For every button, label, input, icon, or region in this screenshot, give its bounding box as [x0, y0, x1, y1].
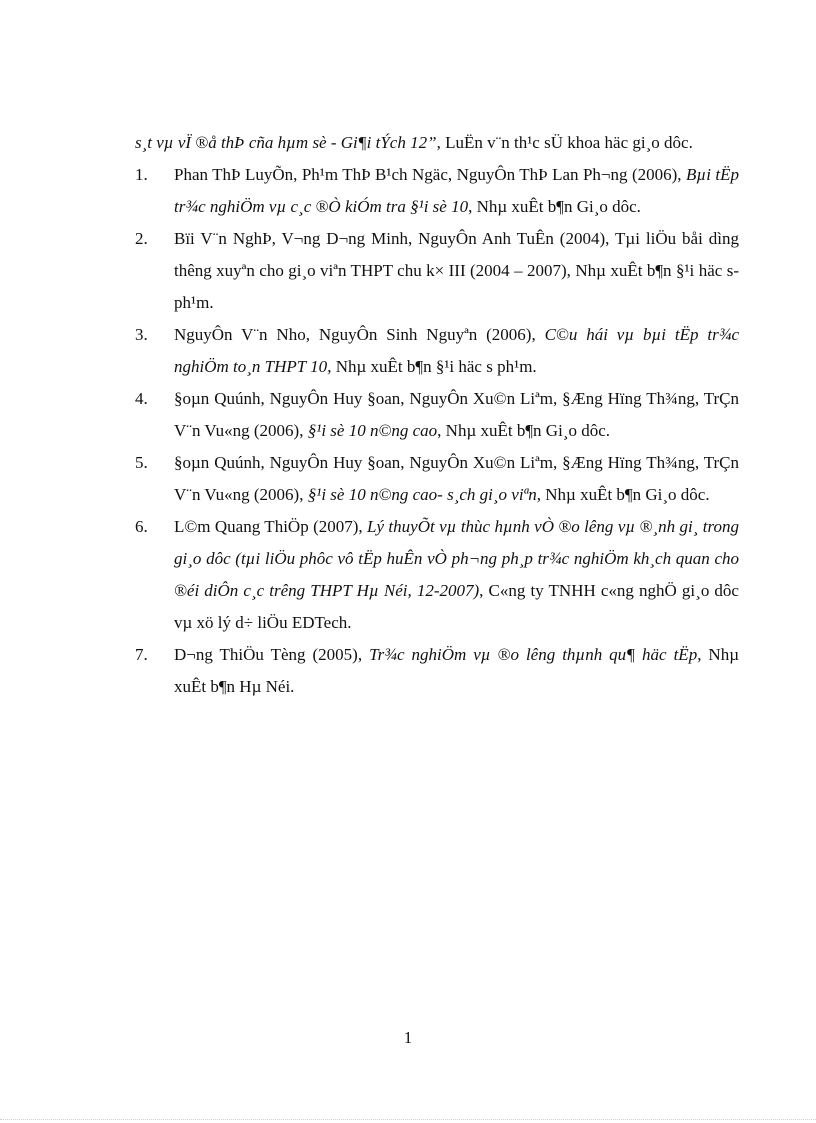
- reference-continuation: [135, 127, 739, 159]
- reference-number: 5.: [135, 453, 148, 472]
- reference-item: [135, 223, 739, 319]
- reference-text: , C«ng ty TNHH c«ng nghÖ gi¸o dôc vµ xö lý d÷ liÖu EDTech.: [174, 581, 739, 632]
- reference-text: , LuËn v¨n th¹c sÜ khoa häc gi¸o dôc.: [436, 133, 693, 152]
- reference-number: 7.: [135, 645, 148, 664]
- reference-item: [135, 383, 739, 447]
- reference-item: [135, 319, 739, 383]
- reference-text: , Nhµ xuÊt b¶n Gi¸o dôc.: [468, 197, 641, 216]
- reference-number: 6.: [135, 517, 148, 536]
- reference-number: 4.: [135, 389, 148, 408]
- page-content: [135, 127, 739, 703]
- reference-text: L©m Quang ThiÖp (2007),: [174, 517, 368, 536]
- reference-text: D¬ng ThiÖu Tèng (2005),: [174, 645, 370, 664]
- reference-item: [135, 447, 739, 511]
- reference-text: NguyÔn V¨n Nho, NguyÔn Sinh Nguyªn (2006),: [174, 325, 545, 344]
- reference-text: , Nhµ xuÊt b¶n §¹i häc s ph¹m.: [327, 357, 537, 376]
- reference-text: §oµn Quúnh, NguyÔn Huy §oan, NguyÔn Xu©n Liªm, §Æng Hïng Th¾ng, TrÇn V¨n Vu«ng (2006),: [174, 389, 739, 440]
- reference-item: [135, 159, 739, 223]
- reference-title: C©u hái vµ bµi tËp tr¾c nghiÖm to¸n THPT 10: [174, 325, 740, 376]
- reference-text: , Nhµ xuÊt b¶n Gi¸o dôc.: [437, 421, 611, 440]
- reference-text: Phan ThÞ LuyÕn, Ph¹m ThÞ B¹ch Ngäc, NguyÔn ThÞ Lan Ph¬ng (2006),: [174, 165, 687, 184]
- reference-text: , Nhµ xuÊt b¶n Gi¸o dôc.: [536, 485, 710, 504]
- reference-list: [135, 159, 739, 703]
- page-bottom-divider: [0, 1119, 816, 1120]
- reference-text: , Nhµ xuÊt b¶n Hµ Néi.: [174, 645, 740, 696]
- reference-item: [135, 639, 739, 703]
- reference-title: §¹i sè 10 n©ng cao- s¸ch gi¸o viªn: [307, 485, 537, 504]
- reference-text: Bïi V¨n NghÞ, V¬ng D¬ng Minh, NguyÔn Anh TuÊn (2004), Tµi liÖu båi dìng thêng xuyªn cho gi¸o viªn THPT chu k× III (2004 – 2007), Nhµ xuÊt b¶n §¹i häc s ph¹m.: [174, 229, 739, 312]
- reference-title: Tr¾c nghiÖm vµ ®o lêng thµnh qu¶ häc tËp: [369, 645, 698, 664]
- reference-number: 1.: [135, 165, 148, 184]
- reference-title: s¸t vµ vÏ ®å thÞ cña hµm sè - Gi¶i tÝch 12”: [135, 133, 437, 152]
- reference-number: 3.: [135, 325, 148, 344]
- reference-number: 2.: [135, 229, 148, 248]
- reference-title: Lý thuyÕt vµ thùc hµnh vÒ ®o lêng vµ ®¸nh gi¸ trong gi¸o dôc (tµi liÖu phôc vô tËp huÊn vÒ ph¬ng ph¸p tr¾c nghiÖm kh¸ch quan cho ®éi diÔn c¸c trêng THPT Hµ Néi, 12-2007): [174, 517, 739, 600]
- page-number: 1: [403, 1028, 413, 1047]
- reference-title: Bµi tËp tr¾c nghiÖm vµ c¸c ®Ò kiÓm tra §¹i sè 10: [174, 165, 739, 216]
- reference-title: §¹i sè 10 n©ng cao: [307, 421, 438, 440]
- reference-text: §oµn Quúnh, NguyÔn Huy §oan, NguyÔn Xu©n Liªm, §Æng Hïng Th¾ng, TrÇn V¨n Vu«ng (2006),: [174, 453, 739, 504]
- reference-item: [135, 511, 739, 639]
